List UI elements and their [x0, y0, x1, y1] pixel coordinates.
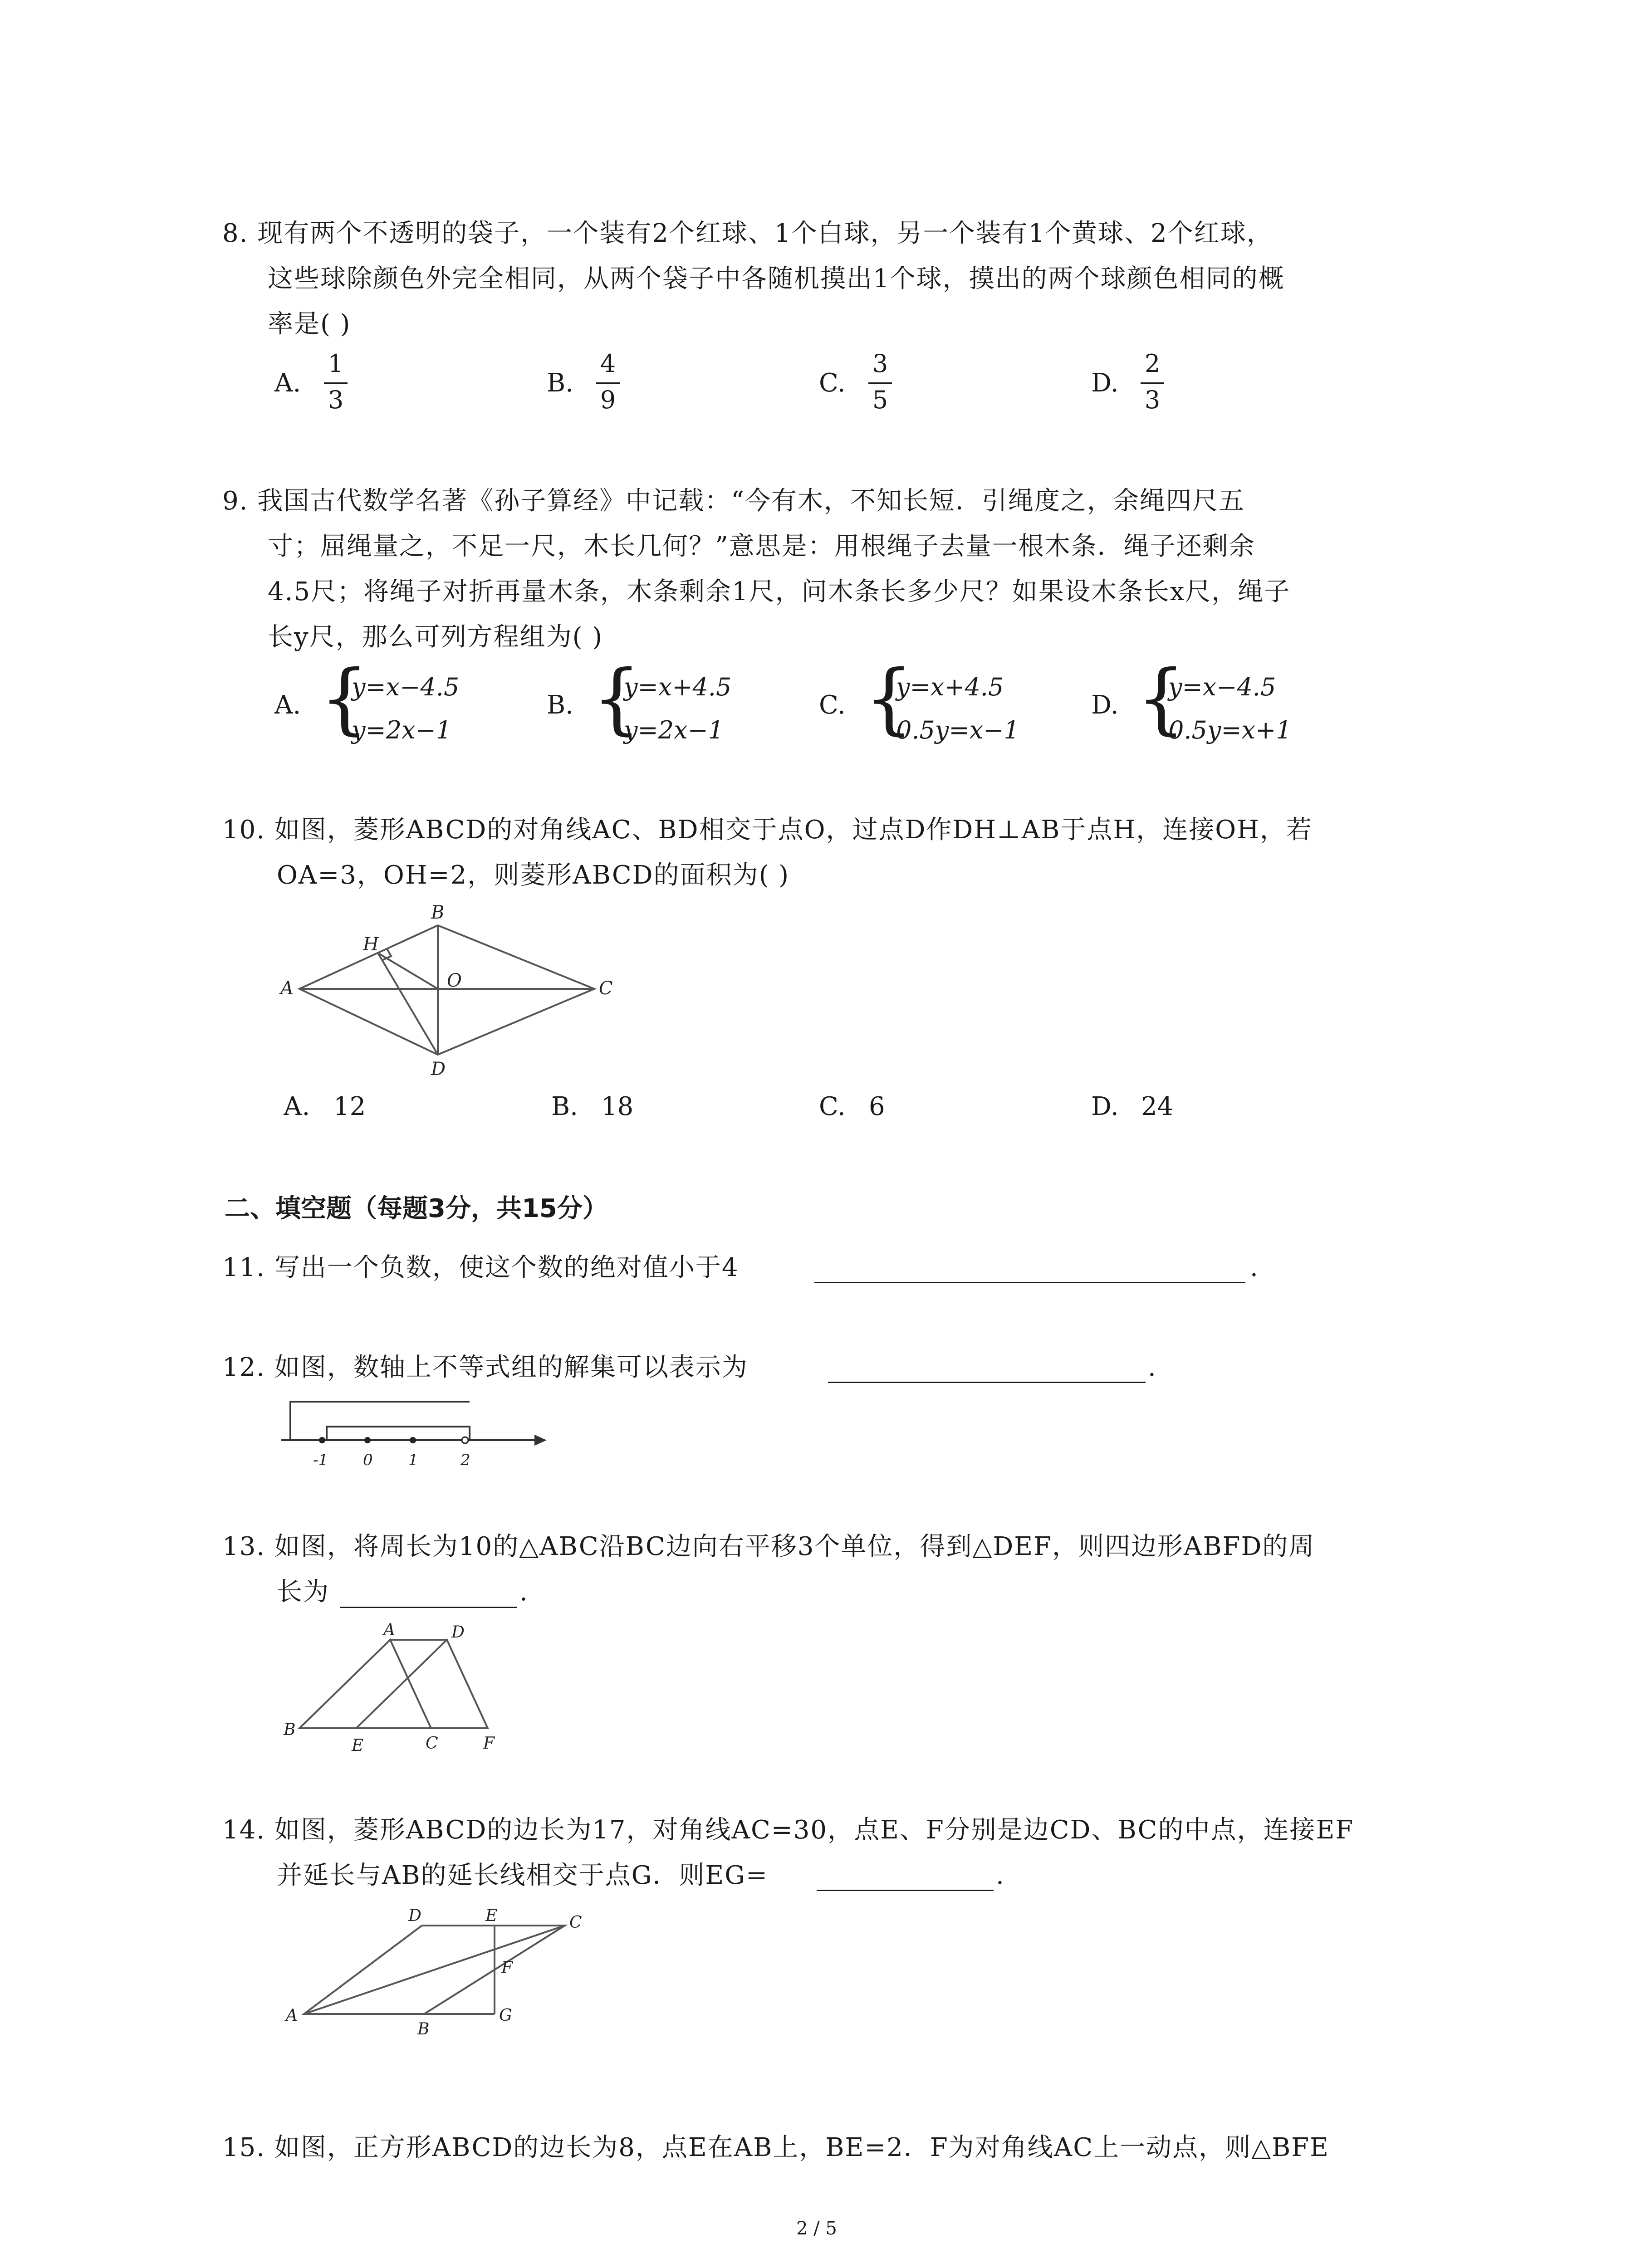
option-label: C. — [819, 368, 846, 398]
q13-line-1: 13. 如图，将周长为10的△ABC沿BC边向右平移3个单位，得到△DEF，则四边形ABFD的周 — [222, 1532, 1315, 1561]
page-number: 2 / 5 — [796, 2218, 837, 2239]
option-label: A. — [274, 368, 301, 398]
q10-rhombus-figure — [272, 898, 617, 1089]
fraction-denominator: 3 — [328, 386, 344, 414]
option-label: B. — [551, 1092, 578, 1121]
fraction-numerator: 4 — [600, 349, 616, 378]
label-h: H — [363, 934, 379, 955]
solution-bracket-right — [327, 1427, 470, 1440]
q8-line-3: 率是( ) — [268, 309, 351, 339]
fraction-numerator: 1 — [328, 349, 344, 378]
tick-dot — [410, 1437, 416, 1443]
option-label: D. — [1091, 690, 1119, 720]
label-g: G — [499, 2006, 512, 2025]
q12-text: 12. 如图，数轴上不等式组的解集可以表示为 — [222, 1353, 748, 1382]
brace: { — [592, 654, 642, 743]
q13-answer-blank[interactable] — [340, 1607, 517, 1608]
q12-number-line — [272, 1393, 554, 1474]
label-c: C — [426, 1734, 438, 1753]
label-b: B — [417, 2020, 430, 2038]
section-title: 二、填空题（每题3分，共15分） — [225, 1194, 608, 1223]
segment-dh — [378, 953, 438, 1055]
q10-line-1: 10. 如图，菱形ABCD的对角线AC、BD相交于点O，过点D作DH⊥AB于点H，连接OH，若 — [222, 815, 1313, 845]
q13-line-2: 长为 — [277, 1577, 329, 1607]
tick-label: 2 — [460, 1451, 470, 1469]
label-b: B — [284, 1721, 296, 1739]
equation-1: y=x+4.5 — [896, 673, 1004, 701]
q14-end: . — [996, 1861, 1005, 1890]
q12-answer-blank[interactable] — [828, 1382, 1146, 1383]
equation-2: 0.5y=x+1 — [1168, 716, 1292, 744]
option-value: 24 — [1141, 1092, 1174, 1121]
option-label: B. — [547, 690, 573, 720]
q14-answer-blank[interactable] — [817, 1890, 994, 1891]
fraction-denominator: 9 — [600, 386, 616, 414]
q9-line-2: 寸；屈绳量之，不足一尺，木长几何？”意思是：用根绳子去量一根木条．绳子还剩余 — [268, 532, 1255, 561]
tick-dot — [319, 1437, 325, 1443]
label-c: C — [569, 1913, 582, 1932]
q9-line-1: 9. 我国古代数学名著《孙子算经》中记载：“今有木，不知长短．引绳度之，余绳四尺五 — [222, 486, 1245, 516]
equation-2: y=2x−1 — [352, 716, 452, 744]
option-label: D. — [1091, 1092, 1119, 1121]
q8-line-1: 8. 现有两个不透明的袋子，一个装有2个红球、1个白球，另一个装有1个黄球、2个红球， — [222, 219, 1273, 248]
triangle-abc — [299, 1640, 431, 1728]
fraction-bar — [1141, 382, 1164, 384]
fraction-bar — [596, 382, 620, 384]
equation-1: y=x−4.5 — [1168, 673, 1276, 701]
fraction-bar — [324, 382, 348, 384]
tick-label: 0 — [363, 1451, 373, 1469]
q11-end: . — [1250, 1253, 1259, 1282]
option-value: 6 — [869, 1092, 885, 1121]
label-a: A — [280, 978, 294, 999]
q15-line-1: 15. 如图，正方形ABCD的边长为8，点E在AB上，BE=2．F为对角线AC上一动点，则△BFE — [222, 2133, 1330, 2162]
brace: { — [320, 654, 369, 743]
tick-label: 1 — [408, 1451, 418, 1469]
diagonal-ac — [304, 1926, 565, 2014]
option-label: A. — [284, 1092, 310, 1121]
option-value: 18 — [601, 1092, 634, 1121]
q11-text: 11. 写出一个负数，使这个数的绝对值小于4 — [222, 1253, 739, 1282]
open-circle — [462, 1437, 468, 1443]
label-o: O — [447, 970, 462, 991]
solution-bracket-left — [290, 1402, 470, 1440]
fraction-numerator: 2 — [1144, 349, 1161, 378]
fraction-numerator: 3 — [872, 349, 888, 378]
axis-arrow — [535, 1436, 544, 1444]
label-a: A — [286, 2006, 298, 2025]
equation-1: y=x−4.5 — [352, 673, 460, 701]
option-value: 12 — [333, 1092, 366, 1121]
brace: { — [1136, 654, 1186, 743]
option-label: A. — [274, 690, 301, 720]
q14-rhombus-figure — [272, 1901, 590, 2050]
equation-1: y=x+4.5 — [624, 673, 732, 701]
tick-label: -1 — [313, 1451, 328, 1469]
equation-2: 0.5y=x−1 — [896, 716, 1019, 744]
option-label: D. — [1091, 368, 1119, 398]
q10-line-2: OA=3，OH=2，则菱形ABCD的面积为( ) — [277, 860, 790, 890]
fraction-denominator: 3 — [1144, 386, 1161, 414]
q14-line-1: 14. 如图，菱形ABCD的边长为17，对角线AC=30，点E、F分别是边CD、BC的中点，连接EF — [222, 1815, 1354, 1845]
option-label: B. — [547, 368, 573, 398]
option-label: C. — [819, 1092, 846, 1121]
fraction-bar — [868, 382, 892, 384]
q8-line-2: 这些球除颜色外完全相同，从两个袋子中各随机摸出1个球，摸出的两个球颜色相同的概 — [268, 264, 1285, 293]
q11-answer-blank[interactable] — [814, 1282, 1245, 1283]
label-c: C — [599, 978, 613, 999]
label-d: D — [431, 1059, 446, 1080]
label-a: A — [383, 1621, 395, 1639]
brace: { — [864, 654, 914, 743]
q14-line-2: 并延长与AB的延长线相交于点G．则EG= — [277, 1861, 768, 1890]
label-e: E — [485, 1906, 498, 1925]
equation-2: y=2x−1 — [624, 716, 724, 744]
q12-end: . — [1148, 1353, 1157, 1382]
fraction-denominator: 5 — [872, 386, 888, 414]
q9-line-3: 4.5尺；将绳子对折再量木条，木条剩余1尺，问木条长多少尺？如果设木条长x尺，绳子 — [268, 577, 1291, 606]
q9-line-4: 长y尺，那么可列方程组为( ) — [268, 622, 603, 652]
option-label: C. — [819, 690, 846, 720]
label-d: D — [451, 1623, 465, 1642]
label-f: F — [501, 1959, 513, 1977]
q13-end: . — [519, 1577, 529, 1607]
label-e: E — [352, 1736, 364, 1755]
label-f: F — [483, 1734, 495, 1753]
label-b: B — [431, 902, 445, 923]
label-d: D — [408, 1906, 421, 1925]
q13-translation-figure — [272, 1615, 544, 1765]
tick-dot — [364, 1437, 371, 1443]
